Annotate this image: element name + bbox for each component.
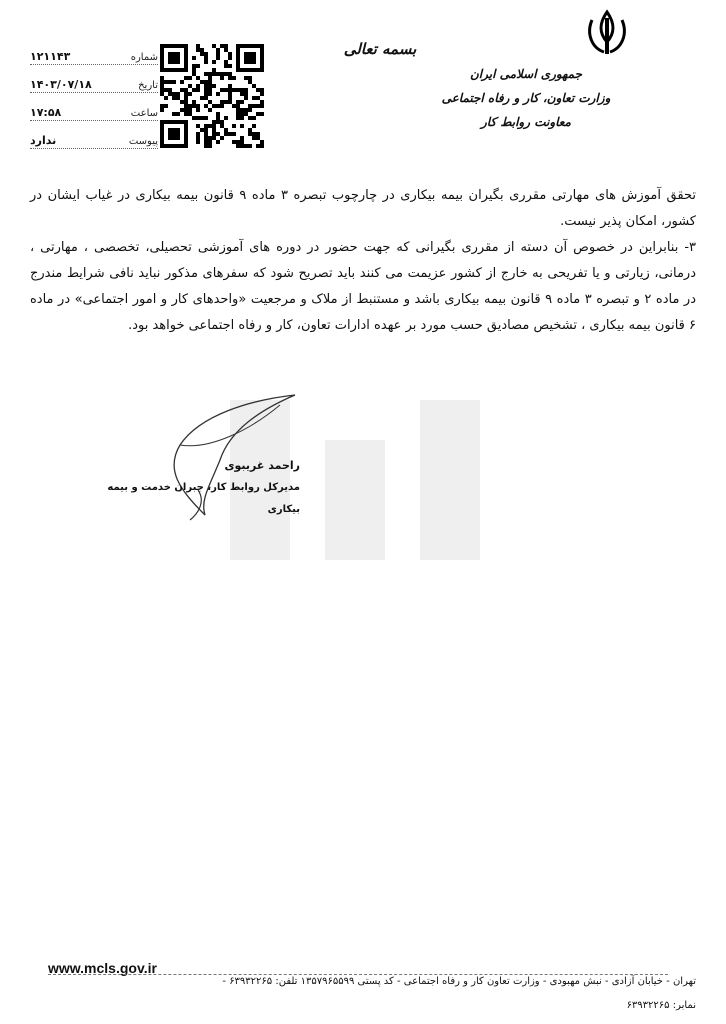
footer-address: تهران - خیابان آزادی - نبش مهبودی - وزارت تعاون کار و رفاه اجتماعی - کد پستی ۱۳۵۷۹۶۵۵۹۹ تلفن: ۶۳۹۳۲۲۶۵ -	[222, 976, 696, 987]
footer-divider	[48, 974, 668, 975]
meta-attachment-row	[30, 124, 158, 149]
body-paragraph: تحقق آموزش های مهارتی مقرری بگیران بیمه بیکاری در چارچوب تبصره ۳ ماده ۹ قانون بیمه بیکاری در غیاب ایشان در کشور، امکان پذیر نیست.	[30, 188, 696, 229]
qr-code	[160, 44, 264, 148]
ministry-line-country: جمهوری اسلامی ایران	[469, 67, 583, 81]
footer-fax: نمابر: ۶۳۹۳۲۲۶۵	[626, 1000, 696, 1011]
body-paragraph: ۳- بنابراین در خصوص آن دسته از مقرری بگیرانی که جهت حضور در دوره های آموزشی تحصیلی، تخصصی ، مهارتی ، درمانی، زیارتی و یا تفریحی به خارج از کشور عزیمت می کنند باید تصریح شود که سفرهای مذکور نباید نافی شرایط مندرج در ماده ۲ و تبصره ۳ ماده ۹ قانون بیمه بیکاری باشد و مستنبط از ملاک و مرجعیت «واحدهای کار و امور اجتماعی» در ماده ۶ قانون بیمه بیکاری ، تشخیص مصادیق حسب مورد بر عهده ادارات تعاون، کار و رفاه اجتماعی خواهد بود.	[30, 240, 696, 333]
letter-time-label: ساعت	[130, 108, 158, 119]
meta-time-row	[30, 96, 158, 121]
letter-time: ۱۷:۵۸	[30, 106, 62, 119]
letter-number: ۱۲۱۱۴۳	[30, 50, 71, 63]
letter-attachment: ندارد	[30, 134, 57, 147]
signatory-title: مدیرکل روابط کار، جبران خدمت و بیمه بیکاری	[107, 482, 300, 515]
ministry-line-deputy: معاونت روابط کار	[481, 115, 571, 129]
basmala-heading: بسمه تعالی	[343, 40, 417, 58]
letter-meta	[30, 40, 158, 152]
signature-block	[100, 455, 300, 521]
iran-emblem-icon	[582, 8, 632, 58]
ministry-header	[416, 62, 636, 134]
letter-date: ۱۴۰۳/۰۷/۱۸	[30, 78, 92, 91]
meta-date-row	[30, 68, 158, 93]
ministry-line-ministry: وزارت تعاون، کار و رفاه اجتماعی	[441, 91, 611, 105]
letter-body	[30, 183, 696, 339]
footer-website-link[interactable]: www.mcls.gov.ir	[48, 960, 157, 976]
meta-number-row	[30, 40, 158, 65]
signatory-name: راحمد غریبوی	[224, 459, 300, 472]
letter-attachment-label: پیوست	[128, 136, 158, 147]
letter-date-label: تاریخ	[138, 80, 158, 91]
letter-number-label: شماره	[130, 52, 158, 63]
